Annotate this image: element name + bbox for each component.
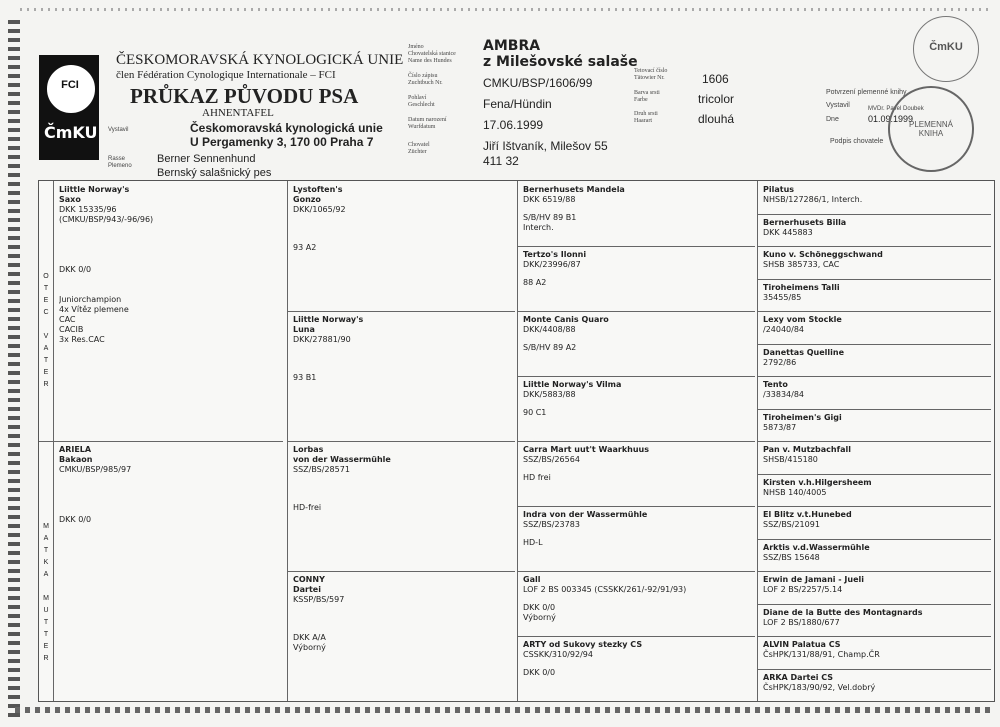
ancestor-cell bbox=[523, 445, 751, 504]
issuer-line-1: Českomoravská kynologická unie bbox=[190, 121, 383, 135]
ancestor-registration: DKK/5883/88 bbox=[523, 390, 576, 399]
document-title: PRŮKAZ PŮVODU PSA bbox=[130, 84, 359, 108]
grid-line bbox=[287, 311, 515, 312]
grid-line bbox=[39, 441, 283, 442]
breeder-label: Chovatel Züchter bbox=[408, 142, 430, 155]
breeder-signature-label: Podpis chovatele bbox=[830, 138, 884, 145]
ancestor-registration: /24040/84 bbox=[763, 325, 805, 334]
coat-type: dlouhá bbox=[698, 112, 735, 126]
ancestor-cell bbox=[763, 380, 987, 407]
ancestor-cell bbox=[523, 315, 751, 374]
breed-line-1: Berner Sennenhund bbox=[157, 153, 256, 165]
ancestor-registration: DKK/23996/87 bbox=[523, 260, 581, 269]
ancestor-name: Tiroheimens Talli bbox=[763, 282, 840, 292]
grid-line bbox=[517, 441, 755, 442]
ancestor-cell bbox=[59, 445, 279, 699]
tattoo-label: Tetovací číslo Tätowier Nr. bbox=[634, 68, 668, 81]
breeder-info bbox=[483, 139, 608, 169]
vertical-letter: T bbox=[43, 357, 49, 364]
ancestor-registration: DKK/1065/92 bbox=[293, 205, 346, 214]
vertical-letter bbox=[39, 319, 53, 331]
ancestor-results: DKK 0/0 bbox=[523, 668, 556, 677]
ancestor-registration: /33834/84 bbox=[763, 390, 805, 399]
top-perforation bbox=[20, 8, 990, 11]
sex-label: Pohlaví Geschlecht bbox=[408, 95, 435, 108]
ancestor-name: Bernerhusets Billa bbox=[763, 217, 847, 227]
fci-membership: člen Fédération Cynologique Internationale – FCI bbox=[116, 69, 336, 81]
ancestor-name: Diane de la Butte des Montagnards bbox=[763, 607, 923, 617]
confirm-date-label: Dne bbox=[826, 116, 839, 123]
vertical-letter: M bbox=[43, 595, 49, 602]
ancestor-results: HD frei bbox=[523, 473, 551, 482]
ancestor-cell bbox=[763, 445, 987, 472]
vertical-letter bbox=[39, 581, 53, 593]
grid-line bbox=[757, 474, 991, 475]
grid-line bbox=[757, 409, 991, 410]
vertical-letter: T bbox=[43, 285, 49, 292]
issuer-label: Vystavil bbox=[108, 127, 129, 133]
ancestor-cell bbox=[523, 640, 751, 699]
registration-number: CMKU/BSP/1606/99 bbox=[483, 76, 593, 90]
grid-line bbox=[757, 539, 991, 540]
ancestor-cell bbox=[523, 380, 751, 439]
ancestor-registration: LOF 2 BS 003345 (CSSKK/261/-92/91/93) bbox=[523, 585, 687, 594]
dog-name-line-2: z Milešovské salaše bbox=[483, 54, 638, 70]
grid-line bbox=[517, 311, 755, 312]
ancestor-cell bbox=[293, 315, 511, 439]
ancestor-cell bbox=[763, 478, 987, 505]
ancestor-cell bbox=[763, 510, 987, 537]
coat-label: Druh srsti Haarart bbox=[634, 111, 658, 124]
ancestor-registration: 5873/87 bbox=[763, 422, 797, 432]
left-border-chain bbox=[8, 20, 20, 720]
ancestor-cell bbox=[293, 185, 511, 309]
grid-line bbox=[757, 344, 991, 345]
vertical-letter: M bbox=[43, 523, 49, 530]
ancestor-name: Tiroheimen's Gigi bbox=[763, 412, 842, 422]
ancestor-results: DKK A/A Výborný bbox=[293, 633, 326, 652]
grid-line bbox=[517, 376, 755, 377]
ancestor-name: Liittle Norway's Vilma bbox=[523, 380, 622, 389]
breeder-line-2: 411 32 bbox=[483, 154, 519, 168]
grid-line bbox=[757, 376, 991, 377]
vertical-letter: O bbox=[43, 273, 49, 280]
ancestor-registration: NHSB 140/4005 bbox=[763, 487, 827, 497]
confirm-title: Potvrzení plemenné knihy bbox=[826, 89, 907, 96]
birth-date: 17.06.1999 bbox=[483, 118, 544, 132]
pedigree-table bbox=[38, 180, 995, 702]
cmku-logo bbox=[39, 55, 99, 160]
ancestor-name: Liittle Norway's Saxo bbox=[59, 185, 130, 204]
coat-color: tricolor bbox=[698, 92, 735, 106]
ancestor-results: HD-L bbox=[523, 538, 543, 547]
vertical-letter: E bbox=[43, 643, 49, 650]
ancestor-name: ARKA Dartei CS bbox=[763, 672, 834, 682]
ancestor-name: Tertzo's Ilonni bbox=[523, 250, 587, 259]
ancestor-cell bbox=[763, 218, 987, 245]
ancestor-cell bbox=[293, 575, 511, 699]
tattoo-number: 1606 bbox=[702, 72, 729, 86]
ancestor-name: Pan v. Mutzbachfall bbox=[763, 445, 851, 454]
ancestor-results: 93 A2 bbox=[293, 243, 317, 252]
vertical-letter: R bbox=[43, 381, 49, 388]
ancestor-registration: CSSKK/310/92/94 bbox=[523, 650, 593, 659]
ancestor-cell bbox=[763, 608, 987, 635]
ancestor-results: 93 B1 bbox=[293, 373, 317, 382]
ancestor-registration: SSZ/BS/26564 bbox=[523, 455, 580, 464]
vertical-letter: V bbox=[43, 333, 49, 340]
grid-line bbox=[757, 279, 991, 280]
ancestor-name: Lexy vom Stockle bbox=[763, 315, 842, 324]
confirm-date: 01.09.1999 bbox=[868, 114, 914, 124]
ancestor-results: S/B/HV 89 A2 bbox=[523, 343, 577, 352]
vertical-letter: C bbox=[43, 309, 49, 316]
ancestor-results: S/B/HV 89 B1 Interch. bbox=[523, 213, 577, 232]
ancestor-registration: CMKU/BSP/985/97 bbox=[59, 465, 132, 474]
ancestor-cell bbox=[763, 673, 987, 700]
ancestor-name: Lorbas von der Wassermühle bbox=[293, 445, 391, 464]
vertical-letter: E bbox=[43, 369, 49, 376]
ancestor-registration: SHSB 385733, CAC bbox=[763, 260, 840, 269]
dog-sex: Fena/Hündin bbox=[483, 97, 552, 111]
ancestor-name: El Blitz v.t.Hunebed bbox=[763, 510, 852, 519]
ancestor-registration: ČsHPK/131/88/91, Champ.ČR bbox=[763, 650, 880, 659]
vertical-letter: A bbox=[43, 535, 49, 542]
fci-logo-text: FCI bbox=[61, 79, 79, 91]
ancestor-registration: SSZ/BS 15648 bbox=[763, 552, 820, 562]
ancestor-name: Kuno v. Schöneggschwand bbox=[763, 250, 883, 259]
ancestor-registration: DKK 445883 bbox=[763, 227, 813, 237]
bottom-border-chain bbox=[15, 707, 990, 713]
ancestor-name: Carra Mart uut't Waarkhuus bbox=[523, 445, 649, 454]
ancestor-registration: SHSB/415180 bbox=[763, 455, 818, 464]
document-subtitle: AHNENTAFEL bbox=[202, 107, 274, 119]
mother-vertical-label bbox=[39, 521, 53, 665]
breed-label: Rasse Plemeno bbox=[108, 156, 132, 169]
organization-name: ČESKOMORAVSKÁ KYNOLOGICKÁ UNIE bbox=[116, 52, 404, 68]
cmku-stamp bbox=[913, 16, 979, 82]
ancestor-results: DKK 0/0 Výborný bbox=[523, 603, 556, 622]
ancestor-cell bbox=[523, 510, 751, 569]
ancestor-name: Erwin de Jamani - Jueli bbox=[763, 575, 864, 584]
ancestor-name: Liittle Norway's Luna bbox=[293, 315, 364, 334]
cmku-stamp-text: ČmKU bbox=[929, 41, 963, 53]
grid-line bbox=[757, 506, 991, 507]
ancestor-name: Gall bbox=[523, 575, 541, 584]
ancestor-name: Indra von der Wassermühle bbox=[523, 510, 648, 519]
ancestor-registration: LOF 2 BS/2257/5.14 bbox=[763, 585, 843, 594]
ancestor-results: HD-frei bbox=[293, 503, 322, 512]
breed-names bbox=[157, 152, 271, 180]
ancestor-cell bbox=[763, 283, 987, 310]
ancestor-cell bbox=[523, 250, 751, 309]
father-vertical-label bbox=[39, 271, 53, 391]
ancestor-cell bbox=[59, 185, 279, 439]
ancestor-registration: DKK 15335/96 (CMKU/BSP/943/-96/96) bbox=[59, 205, 154, 224]
ancestor-registration: LOF 2 BS/1880/677 bbox=[763, 617, 840, 627]
ancestor-cell bbox=[763, 315, 987, 342]
vertical-letter: R bbox=[43, 655, 49, 662]
ancestor-name: Pilatus bbox=[763, 185, 795, 194]
color-label: Barva srsti Farbe bbox=[634, 90, 660, 103]
cmku-logo-text: ČmKU bbox=[44, 123, 98, 142]
studbook-stamp bbox=[888, 86, 974, 172]
ancestor-registration: SSZ/BS/21091 bbox=[763, 520, 820, 529]
grid-line bbox=[757, 441, 991, 442]
ancestor-registration: ČsHPK/183/90/92, Vel.dobrý bbox=[763, 682, 876, 692]
ancestor-cell bbox=[763, 348, 987, 375]
ancestor-name: Tento bbox=[763, 380, 788, 389]
dog-name-line-1: AMBRA bbox=[483, 38, 541, 54]
ancestor-registration: DKK 6519/88 bbox=[523, 195, 576, 204]
name-label: Jméno Chovatelská stanice Name des Hundes bbox=[408, 44, 456, 64]
ancestor-registration: SSZ/BS/23783 bbox=[523, 520, 580, 529]
grid-line bbox=[757, 604, 991, 605]
breeder-line-1: Jiří Ištvaník, Milešov 55 bbox=[483, 139, 608, 153]
vertical-letter: K bbox=[43, 559, 49, 566]
grid-line bbox=[757, 311, 991, 312]
ancestor-registration: KSSP/BS/597 bbox=[293, 595, 345, 604]
ancestor-registration: 35455/85 bbox=[763, 292, 802, 302]
ancestor-cell bbox=[763, 185, 987, 212]
grid-line bbox=[287, 571, 515, 572]
grid-line bbox=[517, 636, 755, 637]
ancestor-name: ALVIN Palatua CS bbox=[763, 640, 841, 649]
vertical-letter: T bbox=[43, 631, 49, 638]
ancestor-results: DKK 0/0 bbox=[59, 515, 92, 524]
grid-line bbox=[517, 571, 755, 572]
vertical-letter: E bbox=[43, 297, 49, 304]
grid-line bbox=[517, 506, 755, 507]
ancestor-name: ARIELA Bakaon bbox=[59, 445, 93, 464]
vertical-letter: T bbox=[43, 619, 49, 626]
grid-line bbox=[757, 636, 991, 637]
ancestor-name: Danettas Quelline bbox=[763, 347, 845, 357]
ancestor-name: Lystoften's Gonzo bbox=[293, 185, 343, 204]
ancestor-cell bbox=[763, 640, 987, 667]
vertical-letter: U bbox=[43, 607, 49, 614]
ancestor-registration: 2792/86 bbox=[763, 357, 797, 367]
dog-name bbox=[483, 38, 638, 70]
ancestor-cell bbox=[293, 445, 511, 569]
confirm-issued-by: MVDr. Pavel Doubek bbox=[868, 106, 924, 112]
stamp-text: PLEMENNÁ KNIHA bbox=[908, 120, 953, 138]
ancestor-name: CONNY Dartei bbox=[293, 575, 325, 594]
registration-label: Číslo zápisu Zuchtbuch Nr. bbox=[408, 73, 443, 86]
ancestor-name: Kirsten v.h.Hilgersheem bbox=[763, 477, 872, 487]
grid-line bbox=[517, 246, 755, 247]
ancestor-cell bbox=[763, 413, 987, 440]
confirm-issued-label: Vystavil bbox=[826, 102, 850, 109]
ancestor-results: 88 A2 bbox=[523, 278, 547, 287]
ancestor-name: Arktis v.d.Wassermühle bbox=[763, 542, 870, 552]
grid-line bbox=[287, 441, 515, 442]
ancestor-registration: SSZ/BS/28571 bbox=[293, 465, 350, 474]
grid-line bbox=[757, 214, 991, 215]
ancestor-results: DKK 0/0 Juniorchampion 4x Vítěz plemene CAC CACIB 3x Res.CAC bbox=[59, 265, 129, 344]
ancestor-registration: DKK/4408/88 bbox=[523, 325, 576, 334]
ancestor-cell bbox=[523, 185, 751, 244]
ancestor-registration: NHSB/127286/1, Interch. bbox=[763, 195, 863, 204]
ancestor-name: Bernerhusets Mandela bbox=[523, 185, 625, 194]
ancestor-cell bbox=[763, 543, 987, 570]
vertical-letter: T bbox=[43, 547, 49, 554]
ancestor-cell bbox=[763, 575, 987, 602]
ancestor-name: ARTY od Sukovy stezky CS bbox=[523, 640, 643, 649]
ancestor-results: 90 C1 bbox=[523, 408, 547, 417]
vertical-letter: A bbox=[43, 345, 49, 352]
birthdate-label: Datum narození Wurfdatum bbox=[408, 117, 447, 130]
ancestor-registration: DKK/27881/90 bbox=[293, 335, 351, 344]
grid-line bbox=[757, 246, 991, 247]
vertical-letter: A bbox=[43, 571, 49, 578]
issuer-line-2: U Pergamenky 3, 170 00 Praha 7 bbox=[190, 135, 374, 149]
ancestor-name: Monte Canis Quaro bbox=[523, 315, 609, 324]
issuer-address bbox=[190, 121, 383, 149]
ancestor-cell bbox=[763, 250, 987, 277]
ancestor-cell bbox=[523, 575, 751, 634]
breed-line-2: Bernský salašnický pes bbox=[157, 167, 272, 179]
grid-line bbox=[757, 571, 991, 572]
grid-line bbox=[757, 669, 991, 670]
